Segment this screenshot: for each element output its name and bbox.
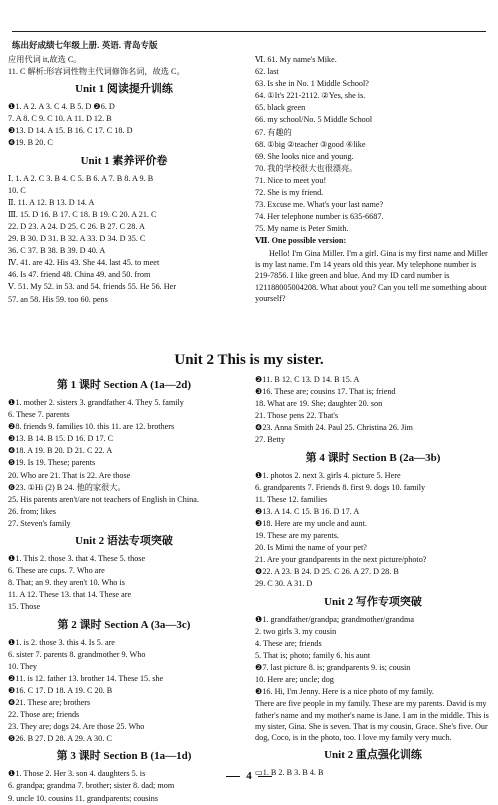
section-title: 第 4 课时 Section B (2a—3b)	[305, 451, 441, 464]
page-number: 4	[0, 770, 498, 782]
answer-line: 68. ①big ②teacher ③good ④like	[255, 139, 366, 149]
answer-line: ❻23. ①Hi (2) B 24. 他的家很大。	[8, 482, 126, 492]
answer-line: 7. A 8. C 9. C 10. A 11. D 12. B	[8, 114, 112, 124]
answer-line: 8. That; an 9. they aren't 10. Who is	[8, 578, 125, 588]
answer-line: 69. She looks nice and young.	[255, 151, 354, 161]
answer-line: 46. Is 47. friend 48. China 49. and 50. from	[8, 270, 151, 280]
answer-line: 57. an 58. His 59. too 60. pens	[8, 294, 108, 304]
answer-line: 18. What are 19. She; daughter 20. son	[255, 399, 383, 409]
answer-line: 29. C 30. A 31. D	[255, 579, 313, 589]
answer-line: ❶1. grandfather/grandpa; grandmother/grandma	[255, 614, 414, 624]
answer-line: 70. 我的学校很大也很漂亮。	[255, 163, 358, 173]
answer-line: 75. My name is Peter Smith.	[255, 224, 349, 234]
answer-line: ❹18. A 19. B 20. D 21. C 22. A	[8, 446, 113, 456]
answer-line: ❹23. Anna Smith 24. Paul 25. Christina 26. Jim	[255, 423, 413, 433]
right-column-lower	[255, 374, 491, 779]
answer-line: ❺26. B 27. D 28. A 29. A 30. C	[8, 734, 112, 744]
answer-line: 62. last	[255, 67, 279, 77]
answer-line: 10. C	[8, 185, 26, 195]
answer-line: 64. ①It's 221-2112. ②Yes, she is.	[255, 91, 366, 101]
answer-line: ❷11. B 12. C 13. D 14. B 15. A	[255, 375, 360, 384]
answer-line: Ⅳ. 41. are 42. His 43. She 44. last 45. to meet	[8, 258, 160, 268]
answer-line: 6. grandpa; grandma 7. brother; sister 8. dad; mom	[8, 781, 175, 791]
answer-line: ❶1. mother 2. sisters 3. grandfather 4. They 5. family	[8, 398, 184, 407]
answer-line: ❸13. B 14. B 15. D 16. D 17. C	[8, 434, 114, 444]
answer-line: 20. Who are 21. That is 22. Are those	[8, 470, 131, 480]
answer-line: 4. These are; friends	[255, 638, 322, 648]
answer-line: ❶1. This 2. those 3. that 4. These 5. those	[8, 554, 146, 564]
answer-line: 11. These 12. families	[255, 494, 328, 504]
unit-heading: Unit 2 This is my sister.	[174, 352, 324, 368]
answer-line: 19. These are my parents.	[255, 531, 339, 541]
section-title: Unit 1 阅读提升训练	[75, 83, 173, 96]
answer-line: Ⅱ. 11. A 12. B 13. D 14. A	[8, 197, 95, 207]
answer-line: ❹19. B 20. C	[8, 138, 53, 148]
answer-line: ❸16. C 17. D 18. A 19. C 20. B	[8, 685, 113, 695]
section-title: Unit 1 素养评价卷	[80, 154, 168, 167]
answer-line: Ⅶ. One possible version:	[255, 236, 347, 246]
book-title: 练出好成绩七年级上册. 英语. 青岛专版	[12, 40, 158, 50]
answer-line: ❺19. Is 19. These; parents	[8, 458, 96, 468]
answer-line: 65. black green	[255, 103, 306, 113]
answer-line: 6. These are cups. 7. Who are	[8, 566, 105, 576]
essay-paragraph: There are five people in my family. These are my parents. David is my father's name and my mother's name is Jane. I am in the middle. This is my sister, Gina. She is seven. That is my cousin, Grace. She's five. Our dog, Coco, is in the photo, too. I love my family very much.	[255, 699, 489, 743]
answer-line: ❹22. A 23. B 24. D 25. C 26. A 27. D 28. B	[255, 567, 399, 577]
answer-line: ❶1. photos 2. next 3. girls 4. picture 5. Here	[255, 470, 401, 480]
answer-line: 71. Nice to meet you!	[255, 175, 327, 185]
header-rule	[12, 31, 486, 32]
answer-line: 67. 有趣的	[255, 127, 292, 137]
section-title: Unit 2 写作专项突破	[324, 595, 422, 608]
page-header	[12, 0, 486, 50]
answer-line: 23. They are; dogs 24. Are those 25. Who	[8, 722, 145, 732]
answer-line: 22. D 23. A 24. D 25. C 26. B 27. C 28. A	[8, 221, 145, 231]
answer-line: ❸16. These are; cousins 17. That is; friend	[255, 387, 396, 397]
answer-line: 74. Her telephone number is 635-6687.	[255, 212, 384, 222]
essay-paragraph: Hello! I'm Gina Miller. I'm a girl. Gina is my first name and Miller is my last name. I'm 14 years old this year. My telephone number is 219-7856. I like green and blue. And my ID card number is 121188005004208. What about you? Can you tell me something about yourself?	[255, 248, 488, 304]
answer-line: 6. sister 7. parents 8. grandmother 9. Who	[8, 649, 146, 659]
right-column-upper	[255, 54, 491, 305]
answer-line: 27. Steven's family	[8, 518, 71, 528]
answer-line: 22. Those are; friends	[8, 710, 80, 720]
answer-line: Ⅲ. 15. D 16. B 17. C 18. B 19. C 20. A 21. C	[8, 209, 157, 219]
answer-line: 11. A 12. These 13. that 14. These are	[8, 590, 132, 600]
answer-line: ❹21. These are; brothers	[8, 697, 91, 707]
answer-line: ❶1. Those 2. Her 3. son 4. daughters 5. is	[8, 769, 146, 779]
answer-line: 63. Is she in No. 1 Middle School?	[255, 79, 369, 89]
answer-line: 36. C 37. B 38. B 39. D 40. A	[8, 246, 106, 256]
answer-line: 应用代词 it,故选 C。	[8, 55, 82, 64]
answer-line: 25. His parents aren't/are not teachers of English in China.	[8, 494, 199, 504]
answer-line: 29. B 30. D 31. B 32. A 33. D 34. D 35. C	[8, 234, 146, 244]
answer-line: 11. C 解析:形容词性物主代词修饰名词，故选 C。	[8, 67, 185, 77]
answer-line: 26. from; likes	[8, 506, 56, 516]
answer-line: 10. Here are; uncle; dog	[255, 674, 334, 684]
answer-line: 21. Are your grandparents in the next picture/photo?	[255, 555, 427, 565]
answer-line: ❷11. is 12. father 13. brother 14. These 15. she	[8, 673, 164, 683]
answer-line: ❸13. D 14. A 15. B 16. C 17. C 18. D	[8, 126, 133, 136]
answer-line: 10. They	[8, 661, 37, 671]
section-title: 第 2 课时 Section A (3a—3c)	[57, 618, 191, 631]
answer-line: ❷8. friends 9. families 10. this 11. are 12. brothers	[8, 422, 175, 432]
answer-line: 73. Excuse me. What's your last name?	[255, 200, 384, 210]
answer-line: 21. Those pens 22. That's	[255, 411, 339, 421]
answer-line: 27. Betty	[255, 435, 286, 445]
answer-line: 9. uncle 10. cousins 11. grandparents; cousins	[8, 793, 159, 803]
section-title: Unit 2 重点强化训练	[324, 748, 422, 761]
section-title: Unit 2 语法专项突破	[75, 535, 173, 548]
answer-line: 66. my school/No. 5 Middle School	[255, 115, 373, 125]
answer-line: 20. Is Mimi the name of your pet?	[255, 543, 367, 553]
answer-line: ❶1. is 2. those 3. this 4. Is 5. are	[8, 637, 115, 647]
answer-line: 5. That is; photo; family 6. his aunt	[255, 650, 371, 660]
answer-line: 6. These 7. parents	[8, 410, 70, 420]
left-column-upper	[8, 54, 240, 306]
left-column-lower	[8, 374, 240, 805]
answer-line: 15. Those	[8, 602, 41, 612]
section-title: 第 3 课时 Section B (1a—1d)	[56, 750, 192, 763]
answer-line: ❷7. last picture 8. is; grandparents 9. is; cousin	[255, 662, 411, 672]
section-title: 第 1 课时 Section A (1a—2d)	[56, 379, 192, 391]
answer-line: Ⅴ. 51. My 52. in 53. and 54. friends 55. He 56. Her	[8, 282, 177, 292]
answer-line: 2. two girls 3. my cousin	[255, 626, 337, 636]
answer-line: Ⅵ. 61. My name's Mike.	[255, 55, 337, 64]
answer-line: 6. grandparents 7. Friends 8. first 9. dogs 10. family	[255, 482, 426, 492]
answer-line: ❶1. A 2. A 3. C 4. B 5. D ❷6. D	[8, 102, 115, 112]
answer-line: ▭1. B 2. B 3. B 4. B	[255, 767, 324, 777]
answer-line: Ⅰ. 1. A 2. C 3. B 4. C 5. B 6. A 7. B 8. A 9. B	[8, 173, 154, 183]
answer-line: ❸16. Hi, I'm Jenny. Here is a nice photo of my family.	[255, 687, 434, 697]
answer-line: 72. She is my friend.	[255, 188, 324, 198]
answer-line: ❷13. A 14. C 15. B 16. D 17. A	[255, 506, 360, 516]
answer-line: ❸18. Here are my uncle and aunt.	[255, 518, 367, 528]
